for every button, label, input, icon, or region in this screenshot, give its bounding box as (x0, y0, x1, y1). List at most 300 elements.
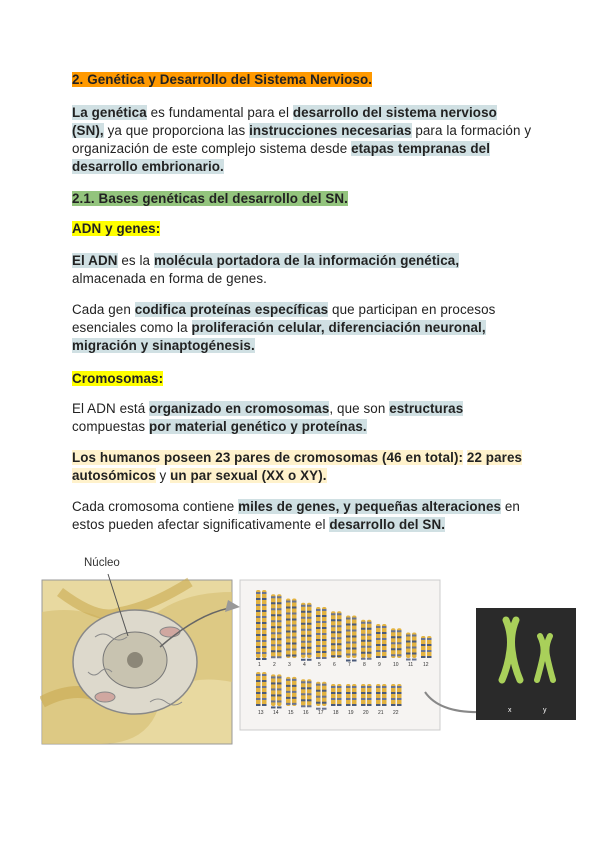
chromosome-band (352, 630, 357, 632)
chromosome-band (322, 690, 327, 692)
chromosome-band (397, 642, 402, 644)
chromosome-band (331, 625, 336, 627)
karyotype-number: 11 (408, 662, 414, 668)
chromosome-band (361, 698, 366, 700)
chromosome-band (316, 657, 321, 659)
text-run: Los humanos poseen 23 pares de cromosomas (46 en total): (72, 450, 464, 465)
chromosome-band (286, 643, 291, 645)
section-heading-text: 2. Genética y Desarrollo del Sistema Nervioso. (72, 72, 373, 87)
chromosome-band (271, 694, 276, 696)
karyotype-number: 3 (288, 662, 291, 668)
topic-heading-cromosomas (72, 370, 532, 388)
chromosome (307, 679, 312, 706)
nucleus-label: Núcleo (84, 557, 120, 569)
chromosome-band (301, 687, 306, 689)
chromosome-band (352, 636, 357, 638)
chromosome-band (277, 626, 282, 628)
chromosome-band (337, 649, 342, 651)
chromosome-band (277, 644, 282, 646)
text-run: estructuras (389, 401, 464, 416)
chromosome-band (361, 686, 366, 688)
chromosome-band (391, 630, 396, 632)
chromosome-band (346, 624, 351, 626)
chromosome-band (301, 617, 306, 619)
chromosome-band (271, 608, 276, 610)
chromosome-band (361, 658, 366, 660)
text-run: 22 pares autosómicos (72, 450, 523, 483)
chromosome-band (277, 596, 282, 598)
paragraph-gen (72, 301, 532, 355)
text-run: desarrollo del sistema nervioso (SN), (72, 105, 497, 138)
text-run: en estos pueden afectar significativamente el (72, 499, 520, 532)
chromosome-band (301, 693, 306, 695)
chromosome-band (322, 684, 327, 686)
chromosome-band (331, 649, 336, 651)
text-run: y (155, 468, 171, 483)
text-run: es la (117, 253, 154, 268)
chromosome-band (256, 704, 261, 706)
chromosome-band (322, 645, 327, 647)
chromosome-band (301, 611, 306, 613)
chromosome-band (361, 640, 366, 642)
chromosome-band (322, 696, 327, 698)
chromosome-band (376, 686, 381, 688)
chromosome-band (256, 658, 261, 660)
chromosome-band (337, 613, 342, 615)
topic-heading-adn-text: ADN y genes: (72, 221, 161, 236)
text-run: La genética (72, 105, 147, 120)
chromosome-band (277, 650, 282, 652)
karyotype-number: 21 (378, 710, 384, 716)
chromosome-band (337, 692, 342, 694)
chromosome-band (307, 653, 312, 655)
chromosome-band (256, 646, 261, 648)
chromosome-band (376, 692, 381, 694)
chromosome-band (271, 626, 276, 628)
chromosome-band (256, 652, 261, 654)
text-run: El ADN está (72, 401, 150, 416)
chromosome-band (337, 655, 342, 657)
chromosome-band (286, 631, 291, 633)
text-run: etapas tempranas del desarrollo embrionario. (72, 141, 491, 174)
chromosome-band (322, 651, 327, 653)
karyotype-number: 5 (318, 662, 321, 668)
chromosome-band (361, 628, 366, 630)
chromosome-band (397, 692, 402, 694)
text-run: que participan en procesos esenciales como la (72, 302, 496, 335)
chromosome-band (316, 615, 321, 617)
karyotype-number: 14 (273, 710, 279, 716)
chromosome-band (367, 646, 372, 648)
chromosome-band (397, 698, 402, 700)
chromosome-band (382, 656, 387, 658)
chromosome-band (331, 686, 336, 688)
chromosome-band (262, 646, 267, 648)
chromosome-band (262, 698, 267, 700)
chromosome-band (346, 686, 351, 688)
chromosome-band (391, 686, 396, 688)
chromosome-band (292, 679, 297, 681)
chromosome-band (262, 598, 267, 600)
chromosome-band (391, 654, 396, 656)
chromosome-band (382, 692, 387, 694)
chromosome-band (367, 658, 372, 660)
chromosome-band (271, 706, 276, 708)
chromosome-band (307, 681, 312, 683)
chromosome-band (292, 625, 297, 627)
karyotype-number: 22 (393, 710, 399, 716)
chromosome-band (361, 704, 366, 706)
karyotype-number: 20 (363, 710, 369, 716)
cell-illustration (42, 574, 235, 744)
chromosome-band (337, 698, 342, 700)
chromosome-band (367, 652, 372, 654)
chromosome-band (346, 698, 351, 700)
chromosome-band (397, 686, 402, 688)
chromosome-band (271, 676, 276, 678)
chromosome-band (337, 631, 342, 633)
text-run: un par sexual (XX o XY). (170, 468, 327, 483)
chromosome-band (406, 653, 411, 655)
chromosome-band (376, 656, 381, 658)
chromosome-band (292, 637, 297, 639)
chromosome-band (382, 698, 387, 700)
karyotype-number: 16 (303, 710, 309, 716)
chromosome-band (256, 622, 261, 624)
chromosome-band (412, 659, 417, 661)
text-run: proliferación celular, diferenciación neuronal, migración y sinaptogénesis. (72, 320, 486, 353)
chromosome-band (346, 692, 351, 694)
chromosome-band (361, 692, 366, 694)
text-run: desarrollo del SN. (329, 517, 446, 532)
chromosome-band (286, 625, 291, 627)
karyotype-panel (240, 580, 440, 730)
chromosome-band (301, 641, 306, 643)
chromosome-band (292, 631, 297, 633)
chromosome-band (406, 641, 411, 643)
chromosome-band (307, 611, 312, 613)
chromosome (382, 624, 387, 658)
chromosome-band (307, 635, 312, 637)
chromosome-band (316, 621, 321, 623)
chromosome-band (292, 691, 297, 693)
chromosome-band (331, 619, 336, 621)
text-run: ya que proporciona las (103, 123, 250, 138)
karyotype-number: 17 (318, 710, 324, 716)
chromosome-band (262, 640, 267, 642)
chromosome-band (322, 621, 327, 623)
karyotype-number: 15 (288, 710, 294, 716)
chromosome-band (307, 641, 312, 643)
chromosome-band (271, 682, 276, 684)
chromosome-band (277, 620, 282, 622)
chromosome-band (292, 655, 297, 657)
chromosome-band (271, 596, 276, 598)
chromosome (262, 672, 267, 706)
text-run: El ADN (72, 253, 118, 268)
chromosome-band (427, 638, 432, 640)
chromosome-band (286, 637, 291, 639)
chromosome-band (376, 644, 381, 646)
chromosome-band (262, 628, 267, 630)
text-run: por material genético y proteínas. (149, 419, 367, 434)
karyotype-number: 1 (258, 662, 261, 668)
chromosome-band (391, 704, 396, 706)
chromosome-band (346, 642, 351, 644)
chromosome-band (262, 592, 267, 594)
chromosome-band (292, 643, 297, 645)
chromosome-band (262, 658, 267, 660)
chromosome-band (286, 619, 291, 621)
karyotype-number: 9 (378, 662, 381, 668)
chromosome-band (262, 610, 267, 612)
chromosome-band (286, 679, 291, 681)
paragraph-intro (72, 104, 532, 176)
subsection-heading-text: 2.1. Bases genéticas del desarrollo del SN. (72, 191, 348, 206)
text-run: instrucciones necesarias (249, 123, 412, 138)
chromosome-band (346, 654, 351, 656)
karyotype-number: 12 (423, 662, 429, 668)
text-run: es fundamental para el (146, 105, 293, 120)
chromosome-band (427, 644, 432, 646)
chromosome-band (346, 630, 351, 632)
chromosome-band (256, 634, 261, 636)
chromosome-band (367, 640, 372, 642)
chromosome-band (316, 639, 321, 641)
chromosome-band (256, 692, 261, 694)
chromosome-band (277, 632, 282, 634)
chromosome-band (367, 628, 372, 630)
chromosome-band (421, 638, 426, 640)
chromosome-band (322, 657, 327, 659)
chromosome-band (331, 643, 336, 645)
chromosome-band (367, 634, 372, 636)
chromosome-band (307, 687, 312, 689)
chromosome-band (361, 646, 366, 648)
chromosome-band (316, 651, 321, 653)
chromosome-band (382, 704, 387, 706)
chromosome-band (256, 674, 261, 676)
chromosome-band (391, 636, 396, 638)
chromosome-band (277, 656, 282, 658)
sex-chromosomes-panel (476, 608, 576, 720)
chromosome-band (367, 686, 372, 688)
chromosome-band (352, 686, 357, 688)
karyotype-number: 6 (333, 662, 336, 668)
chromosome-band (427, 650, 432, 652)
chromosome-band (352, 704, 357, 706)
text-run: molécula portadora de la información genética, (153, 253, 460, 268)
chromosome-band (301, 635, 306, 637)
paragraph-cromosomas (72, 400, 532, 436)
chromosome-band (427, 656, 432, 658)
chromosome-band (277, 676, 282, 678)
chromosome-band (292, 601, 297, 603)
chromosome-band (271, 644, 276, 646)
chromosome-band (262, 674, 267, 676)
chromosome-band (346, 704, 351, 706)
chromosome-band (361, 652, 366, 654)
chromosome-band (391, 692, 396, 694)
chromosome-band (277, 706, 282, 708)
chromosome-band (301, 605, 306, 607)
chromosome-band (277, 682, 282, 684)
chromosome-band (277, 700, 282, 702)
chromosome (376, 624, 381, 658)
chromosome-band (337, 619, 342, 621)
karyotype-number: 7 (348, 662, 351, 668)
paragraph-genes (72, 498, 532, 534)
chromosome-band (412, 653, 417, 655)
chromosome-band (292, 613, 297, 615)
chromosome-band (352, 698, 357, 700)
chromosome-band (256, 604, 261, 606)
chromosome-band (382, 638, 387, 640)
chromosome-band (406, 647, 411, 649)
chromosome-band (301, 623, 306, 625)
chromosome-band (382, 632, 387, 634)
chromosome-band (301, 705, 306, 707)
chromosome-band (337, 637, 342, 639)
chromosome-band (256, 640, 261, 642)
chromosome-band (391, 642, 396, 644)
genetics-figure (40, 552, 580, 752)
chromosome-band (376, 650, 381, 652)
chromosome-band (352, 642, 357, 644)
chromosome-band (307, 699, 312, 701)
chromosome-band (292, 703, 297, 705)
chromosome-band (256, 610, 261, 612)
chromosome-band (286, 607, 291, 609)
chromosome-band (286, 655, 291, 657)
chromosome-band (271, 688, 276, 690)
chromosome-band (307, 693, 312, 695)
chromosome-band (256, 616, 261, 618)
text-run: Cada gen (72, 302, 135, 317)
chromosome-band (277, 608, 282, 610)
chromosome-band (391, 698, 396, 700)
chromosome-band (277, 614, 282, 616)
chromosome-band (397, 630, 402, 632)
chromosome-band (346, 636, 351, 638)
chromosome-band (397, 704, 402, 706)
chromosome-band (277, 688, 282, 690)
chromosome-band (331, 692, 336, 694)
chromosome-band (406, 635, 411, 637)
chromosome-band (307, 705, 312, 707)
chromosome-band (361, 622, 366, 624)
chromosome-band (331, 637, 336, 639)
chromosome-band (286, 613, 291, 615)
chromosome-band (271, 620, 276, 622)
chromosome-band (271, 602, 276, 604)
chromosome-band (271, 638, 276, 640)
karyotype-number: 13 (258, 710, 264, 716)
chromosome-band (367, 698, 372, 700)
chromosome-band (256, 598, 261, 600)
chromosome (301, 679, 306, 706)
chromosome-band (397, 648, 402, 650)
chromosome-band (421, 656, 426, 658)
chromosome-band (307, 647, 312, 649)
chromosome-band (352, 648, 357, 650)
chromosome-band (367, 622, 372, 624)
karyotype-number: 19 (348, 710, 354, 716)
text-run: para la formación y organización de este complejo sistema desde (72, 123, 532, 156)
topic-heading-adn (72, 220, 532, 238)
text-run: compuestas (72, 419, 150, 434)
chromosome-band (262, 622, 267, 624)
chromosome-band (352, 624, 357, 626)
chromosome-band (286, 703, 291, 705)
chromosome-band (322, 627, 327, 629)
chromosome-band (376, 632, 381, 634)
karyotype-number: 18 (333, 710, 339, 716)
chromosome-band (421, 650, 426, 652)
chromosome-band (292, 685, 297, 687)
chromosome-band (337, 686, 342, 688)
chromosome-band (391, 648, 396, 650)
chromosome-band (337, 643, 342, 645)
chromosome-band (367, 692, 372, 694)
text-run: almacenada en forma de genes. (72, 271, 267, 286)
karyotype-number: 4 (303, 662, 306, 668)
karyotype-number: 2 (273, 662, 276, 668)
chromosome-band (361, 634, 366, 636)
chromosome-band (382, 650, 387, 652)
karyotype-number: 8 (363, 662, 366, 668)
chromosome-band (262, 634, 267, 636)
chromosome-band (316, 645, 321, 647)
text-run: , que son (329, 401, 390, 416)
chromosome-band (256, 592, 261, 594)
chromosome-band (301, 629, 306, 631)
chromosome-band (322, 609, 327, 611)
chromosome-band (301, 681, 306, 683)
chromosome-band (262, 686, 267, 688)
chromosome-band (301, 659, 306, 661)
chromosome-band (322, 615, 327, 617)
chromosome-band (421, 644, 426, 646)
text-run: miles de genes, y pequeñas alteraciones (238, 499, 502, 514)
chromosome-band (307, 617, 312, 619)
chromosome-band (271, 632, 276, 634)
chromosome-band (262, 616, 267, 618)
subsection-heading (72, 190, 532, 208)
chromosome-band (322, 633, 327, 635)
chromosome-band (331, 613, 336, 615)
chromosome-band (412, 647, 417, 649)
chromosome-band (376, 626, 381, 628)
chromosome-band (316, 684, 321, 686)
chromosome-band (307, 623, 312, 625)
chromosome-band (277, 694, 282, 696)
chromosome-band (286, 697, 291, 699)
chromosome-band (316, 696, 321, 698)
chromosome-band (277, 638, 282, 640)
chromosome-band (322, 702, 327, 704)
chromosome-band (382, 626, 387, 628)
text-run: organizado en cromosomas (149, 401, 330, 416)
chromosome-band (286, 685, 291, 687)
section-heading (72, 71, 532, 89)
chromosome-band (286, 649, 291, 651)
chromosome-band (307, 629, 312, 631)
chromosome-band (262, 604, 267, 606)
chromosome-band (316, 702, 321, 704)
chromosome-band (271, 700, 276, 702)
chromosome-band (382, 644, 387, 646)
